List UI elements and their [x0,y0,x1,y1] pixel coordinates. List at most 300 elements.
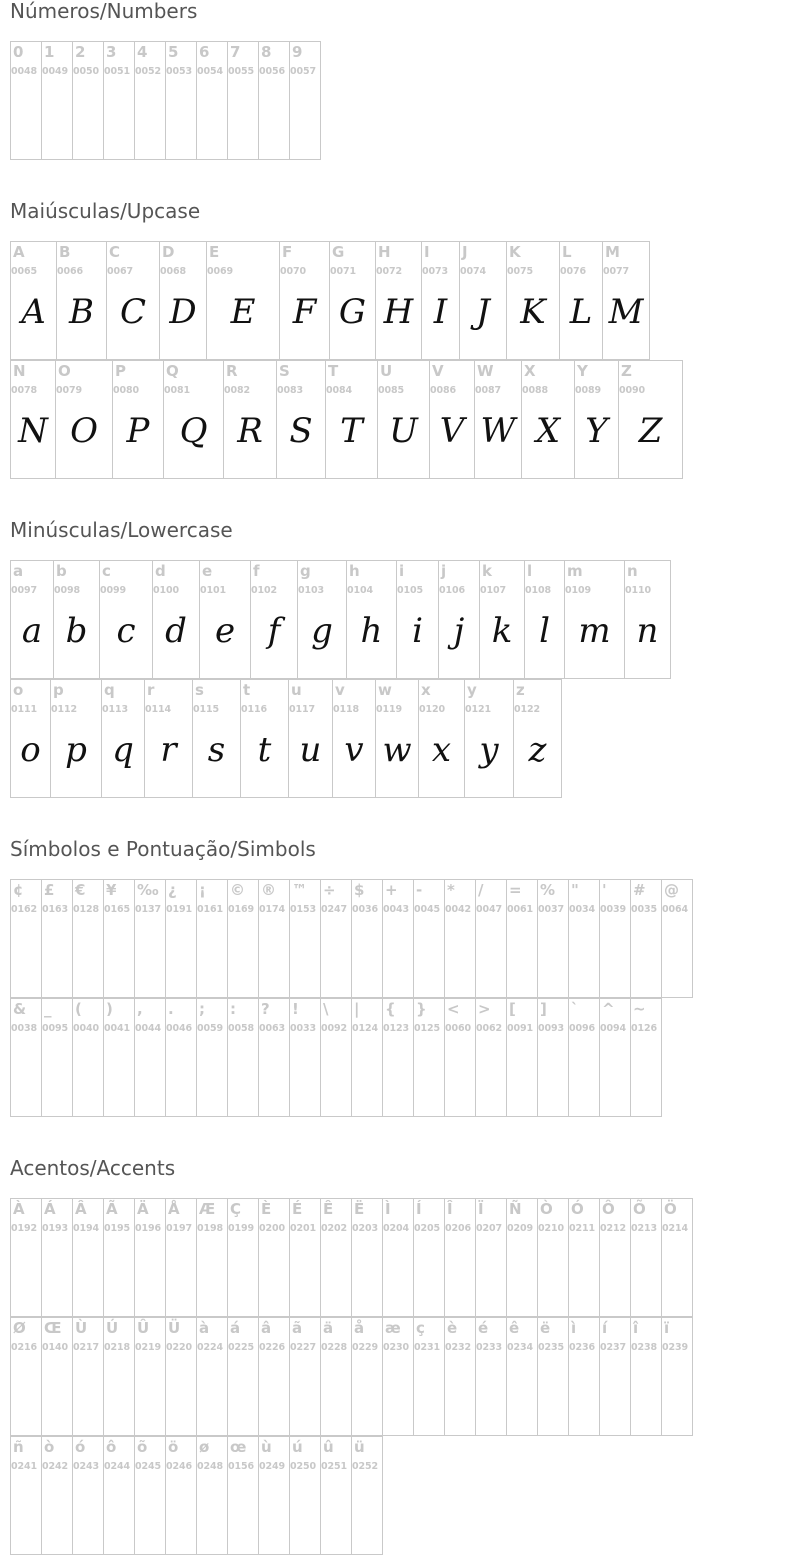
character-code: 0120 [419,704,446,715]
glyph-cell [288,679,333,798]
handwritten-glyph-sample: z [528,730,547,770]
character-code: 0065 [11,266,38,277]
character-code: 0096 [569,1023,596,1034]
glyph-cell [134,998,166,1117]
glyph-cell [53,560,100,679]
handwritten-glyph-sample: l [539,611,550,651]
character-code: 0118 [333,704,360,715]
glyph-cell [375,241,422,360]
character-label: ö [168,1438,179,1456]
character-code: 0052 [135,66,162,77]
glyph-cell [10,41,42,160]
glyph-cell [382,879,414,998]
character-code: 0068 [160,266,187,277]
glyph-cell [134,1436,166,1555]
character-code: 0226 [259,1342,286,1353]
glyph-cell [72,1198,104,1317]
character-label: Ö [664,1200,677,1218]
glyph-cell [196,1436,228,1555]
character-code: 0252 [352,1461,379,1472]
character-label: e [202,562,213,580]
character-code: 0248 [197,1461,224,1472]
handwritten-glyph-sample: A [21,292,46,332]
character-label: t [243,681,251,699]
character-label: â [261,1319,272,1337]
character-code: 0049 [42,66,69,77]
character-code: 0162 [11,904,38,915]
glyph-cell [537,998,569,1117]
glyph-cell [258,1436,290,1555]
character-code: 0234 [507,1342,534,1353]
character-label: £ [44,881,55,899]
character-code: 0140 [42,1342,69,1353]
glyph-cell [10,879,42,998]
character-code: 0233 [476,1342,503,1353]
character-label: < [447,1000,460,1018]
character-label: V [432,362,444,380]
character-label: L [562,243,572,261]
character-code: 0050 [73,66,100,77]
handwritten-glyph-sample: G [338,292,367,332]
character-code: 0071 [330,266,357,277]
character-code: 0247 [321,904,348,915]
character-code: 0199 [228,1223,255,1234]
character-code: 0083 [277,385,304,396]
character-label: é [478,1319,489,1337]
character-code: 0058 [228,1023,255,1034]
character-code: 0108 [525,585,552,596]
character-code: 0236 [569,1342,596,1353]
character-label: Å [168,1200,180,1218]
glyph-cell [630,1198,662,1317]
glyph-cell [196,998,228,1117]
character-label: @ [664,881,679,899]
character-label: ; [199,1000,205,1018]
character-label: Ï [478,1200,484,1218]
character-code: 0203 [352,1223,379,1234]
character-label: g [300,562,311,580]
character-code: 0039 [600,904,627,915]
glyph-cell [41,879,73,998]
character-code: 0123 [383,1023,410,1034]
character-label: P [115,362,126,380]
character-label: X [524,362,536,380]
character-code: 0117 [289,704,316,715]
character-code: 0114 [145,704,172,715]
character-label: ò [44,1438,55,1456]
glyph-cell [41,998,73,1117]
glyph-cell [99,560,153,679]
character-code: 0080 [113,385,140,396]
handwritten-glyph-sample: V [439,411,465,451]
character-label: o [13,681,24,699]
character-label: $ [354,881,365,899]
character-code: 0198 [197,1223,224,1234]
character-code: 0245 [135,1461,162,1472]
character-label: * [447,881,455,899]
character-label: À [13,1200,25,1218]
character-label: í [602,1319,608,1337]
character-label: ¿ [168,881,177,899]
character-label: Ô [602,1200,615,1218]
glyph-cell [479,560,525,679]
glyph-cell [661,1198,693,1317]
character-label: Ó [571,1200,584,1218]
glyph-cell [101,679,145,798]
glyph-cell [41,1317,73,1436]
character-code: 0200 [259,1223,286,1234]
glyph-cell [165,1198,197,1317]
character-code: 0053 [166,66,193,77]
glyph-cell [103,41,135,160]
character-code: 0165 [104,904,131,915]
character-code: 0079 [56,385,83,396]
character-code: 0061 [507,904,534,915]
glyph-cell [10,560,54,679]
symbols-row-1 [10,879,692,998]
character-label: ® [261,881,276,899]
character-label: ^ [602,1000,615,1018]
glyph-cell [72,1317,104,1436]
character-label: F [282,243,293,261]
handwritten-glyph-sample: E [230,292,256,332]
character-label: : [230,1000,236,1018]
character-label: ¡ [199,881,206,899]
glyph-cell [10,1317,42,1436]
character-code: 0228 [321,1342,348,1353]
glyph-cell [351,1198,383,1317]
character-label: \ [323,1000,329,1018]
character-code: 0124 [352,1023,379,1034]
character-code: 0219 [135,1342,162,1353]
character-label: æ [385,1319,401,1337]
glyph-cell [413,1317,445,1436]
character-code: 0098 [54,585,81,596]
glyph-cell [103,998,135,1117]
character-code: 0099 [100,585,127,596]
handwritten-glyph-sample: b [65,611,88,651]
glyph-cell [413,1198,445,1317]
character-code: 0111 [11,704,38,715]
character-label: ™ [292,881,307,899]
character-label: ô [106,1438,117,1456]
character-label: ê [509,1319,520,1337]
character-label: € [75,881,86,899]
glyph-cell [196,1317,228,1436]
character-label: G [332,243,345,261]
glyph-cell [227,1436,259,1555]
handwritten-glyph-sample: q [112,730,134,770]
character-code: 0113 [102,704,129,715]
character-code: 0093 [538,1023,565,1034]
glyph-cell [506,1317,538,1436]
character-label: z [516,681,525,699]
character-code: 0241 [11,1461,38,1472]
character-label: " [571,881,579,899]
character-label: b [56,562,67,580]
section-title-lowercase: Minúsculas/Lowercase [10,518,233,542]
glyph-cell [464,679,514,798]
character-code: 0077 [603,266,630,277]
glyph-cell [521,360,575,479]
character-label: H [378,243,391,261]
handwritten-glyph-sample: e [214,611,236,651]
character-label: è [447,1319,458,1337]
glyph-cell [199,560,251,679]
character-label: ‰ [137,881,159,899]
character-code: 0084 [326,385,353,396]
section-title-accents: Acentos/Accents [10,1156,176,1180]
character-code: 0237 [600,1342,627,1353]
character-label: ì [571,1319,577,1337]
character-code: 0209 [507,1223,534,1234]
glyph-cell [165,998,197,1117]
character-code: 0033 [290,1023,317,1034]
glyph-cell [599,1198,631,1317]
character-label: = [509,881,522,899]
character-label: J [462,243,468,261]
character-label: O [58,362,71,380]
glyph-cell [227,1317,259,1436]
character-label: ` [571,1000,579,1018]
glyph-cell [258,1198,290,1317]
glyph-cell [196,41,228,160]
glyph-cell [524,560,565,679]
character-label: v [335,681,345,699]
character-code: 0191 [166,904,193,915]
glyph-cell [429,360,475,479]
character-code: 0055 [228,66,255,77]
character-code: 0201 [290,1223,317,1234]
glyph-cell [56,241,107,360]
glyph-cell [618,360,683,479]
character-code: 0218 [104,1342,131,1353]
glyph-cell [196,1198,228,1317]
glyph-cell [444,1198,476,1317]
character-code: 0045 [414,904,441,915]
character-label: Ñ [509,1200,522,1218]
glyph-cell [475,879,507,998]
character-code: 0040 [73,1023,100,1034]
handwritten-glyph-sample: Z [638,411,663,451]
character-code: 0212 [600,1223,627,1234]
handwritten-glyph-sample: M [608,292,644,332]
glyph-cell [227,879,259,998]
glyph-cell [223,360,277,479]
accents-row-3 [10,1436,382,1555]
character-label: ÷ [323,881,336,899]
character-code: 0128 [73,904,100,915]
character-code: 0041 [104,1023,131,1034]
glyph-cell [599,1317,631,1436]
character-label: Ë [354,1200,365,1218]
character-label: m [567,562,583,580]
character-code: 0070 [280,266,307,277]
glyph-cell [165,879,197,998]
handwritten-glyph-sample: D [169,292,197,332]
character-label: 8 [261,43,272,61]
character-label: x [421,681,431,699]
character-label: / [478,881,484,899]
glyph-cell [418,679,465,798]
character-code: 0105 [397,585,424,596]
upcase-row-1 [10,241,649,360]
character-code: 0089 [575,385,602,396]
character-label: 6 [199,43,210,61]
character-code: 0088 [522,385,549,396]
character-label: Ã [106,1200,118,1218]
glyph-cell [513,679,562,798]
handwritten-glyph-sample: m [578,611,611,651]
character-label: l [527,562,533,580]
glyph-cell [537,1317,569,1436]
character-code: 0057 [290,66,317,77]
character-code: 0126 [631,1023,658,1034]
character-label: % [540,881,556,899]
glyph-cell [72,998,104,1117]
character-label: K [509,243,521,261]
glyph-cell [320,1317,352,1436]
glyph-cell [165,1317,197,1436]
character-code: 0091 [507,1023,534,1034]
glyph-cell [240,679,289,798]
glyph-cell [10,1436,42,1555]
numbers-row-1 [10,41,320,160]
character-label: f [253,562,260,580]
character-label: r [147,681,155,699]
handwritten-glyph-sample: N [18,411,48,451]
character-label: ) [106,1000,113,1018]
character-code: 0156 [228,1461,255,1472]
character-code: 0106 [439,585,466,596]
character-label: Í [416,1200,422,1218]
character-label: ] [540,1000,547,1018]
character-code: 0064 [662,904,689,915]
lowercase-row-2 [10,679,561,798]
character-code: 0078 [11,385,38,396]
character-code: 0125 [414,1023,441,1034]
glyph-cell [289,998,321,1117]
character-code: 0242 [42,1461,69,1472]
character-label: å [354,1319,365,1337]
character-code: 0230 [383,1342,410,1353]
character-code: 0060 [445,1023,472,1034]
glyph-cell [602,241,650,360]
glyph-cell [72,1436,104,1555]
character-code: 0047 [476,904,503,915]
character-code: 0034 [569,904,596,915]
character-label: 1 [44,43,55,61]
glyph-cell [297,560,347,679]
character-label: h [349,562,360,580]
character-code: 0074 [460,266,487,277]
character-label: ú [292,1438,303,1456]
handwritten-glyph-sample: K [520,292,546,332]
character-label: N [13,362,26,380]
glyph-cell [474,360,522,479]
glyph-cell [537,879,569,998]
character-label: á [230,1319,241,1337]
glyph-cell [630,998,662,1117]
character-label: I [424,243,430,261]
character-label: D [162,243,175,261]
glyph-cell [134,1317,166,1436]
character-code: 0122 [514,704,541,715]
character-code: 0216 [11,1342,38,1353]
character-label: d [155,562,166,580]
glyph-cell [289,1317,321,1436]
character-label: Ú [106,1319,119,1337]
handwritten-glyph-sample: B [69,292,94,332]
character-code: 0062 [476,1023,503,1034]
character-label: & [13,1000,27,1018]
glyph-cell [289,1436,321,1555]
character-label: 5 [168,43,179,61]
glyph-cell [537,1198,569,1317]
glyph-cell [459,241,507,360]
character-code: 0243 [73,1461,100,1472]
handwritten-glyph-sample: w [382,730,412,770]
character-code: 0227 [290,1342,317,1353]
handwritten-glyph-sample: X [535,411,561,451]
character-label: u [291,681,302,699]
handwritten-glyph-sample: s [207,730,226,770]
handwritten-glyph-sample: t [257,730,272,770]
character-code: 0043 [383,904,410,915]
character-label: Ò [540,1200,553,1218]
character-label: Ü [168,1319,181,1337]
glyph-cell [196,879,228,998]
character-code: 0085 [378,385,405,396]
glyph-cell [506,879,538,998]
glyph-cell [10,241,57,360]
character-code: 0231 [414,1342,441,1353]
character-code: 0246 [166,1461,193,1472]
character-label: T [328,362,339,380]
character-code: 0087 [475,385,502,396]
handwritten-glyph-sample: n [636,611,659,651]
glyph-cell [320,998,352,1117]
character-label: ù [261,1438,272,1456]
character-code: 0067 [107,266,134,277]
character-code: 0097 [11,585,38,596]
handwritten-glyph-sample: L [569,292,593,332]
character-code: 0104 [347,585,374,596]
character-label: Ù [75,1319,88,1337]
character-code: 0204 [383,1223,410,1234]
character-label: ó [75,1438,86,1456]
character-code: 0229 [352,1342,379,1353]
character-label: ü [354,1438,365,1456]
character-code: 0116 [241,704,268,715]
glyph-cell [320,1198,352,1317]
character-label: C [109,243,121,261]
character-label: } [416,1000,427,1018]
character-code: 0066 [57,266,84,277]
character-code: 0086 [430,385,457,396]
character-code: 0121 [465,704,492,715]
character-label: M [605,243,620,261]
character-label: ñ [13,1438,24,1456]
glyph-cell [103,1317,135,1436]
character-label: Ø [13,1319,26,1337]
glyph-cell [413,879,445,998]
glyph-cell [106,241,160,360]
character-label: k [482,562,492,580]
glyph-cell [568,1317,600,1436]
accents-row-2 [10,1317,692,1436]
glyph-cell [10,1198,42,1317]
